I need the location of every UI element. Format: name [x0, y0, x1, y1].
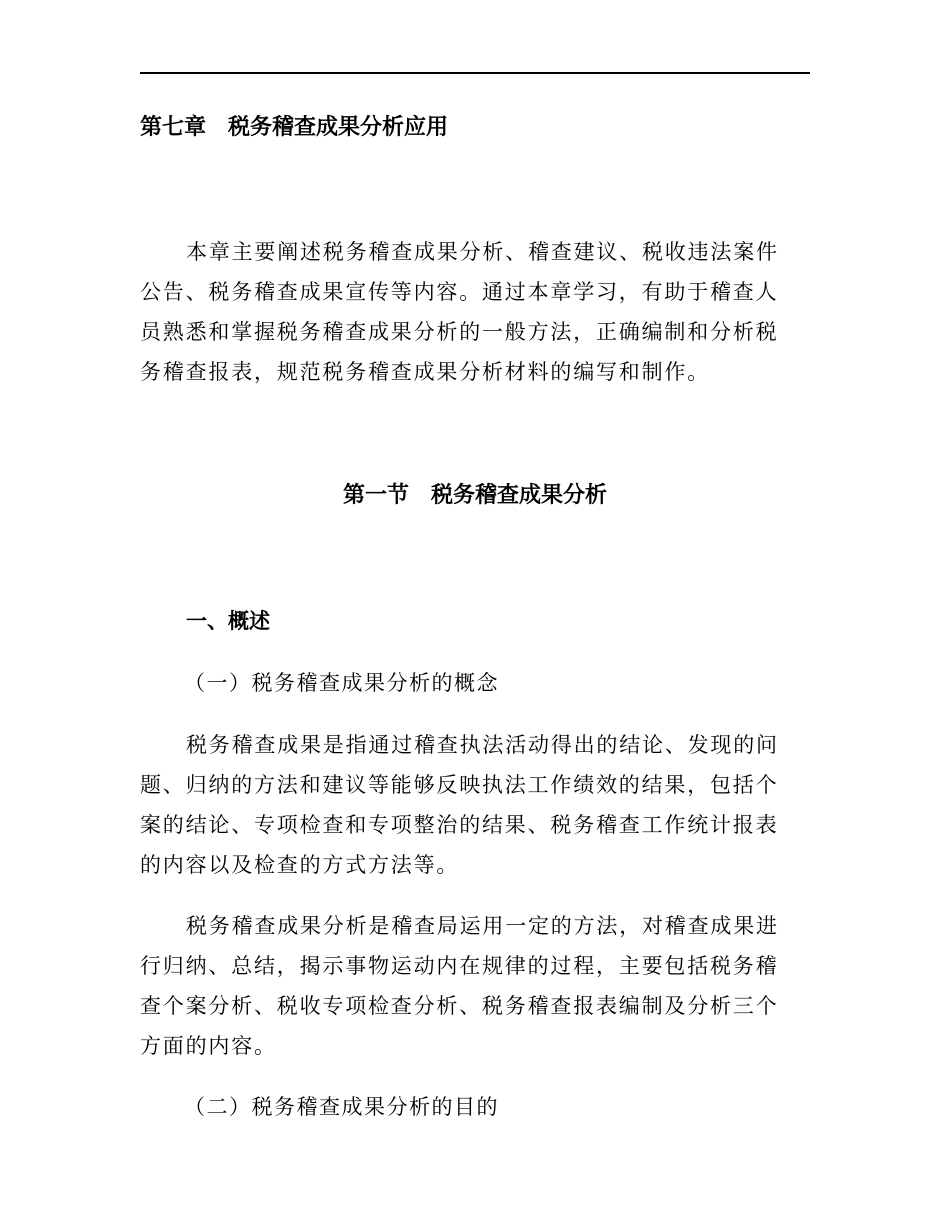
concept-paragraph-1: 税务稽查成果是指通过稽查执法活动得出的结论、发现的问题、归纳的方法和建议等能够反映执法工作绩效的结果，包括个案的结论、专项检查和专项整治的结果、税务稽查工作统计报表的内容以及检查的方式方法等。 — [140, 733, 779, 877]
concept-heading: （一）税务稽查成果分析的概念 — [184, 671, 499, 695]
chapter-title: 第七章 税务稽查成果分析应用 — [140, 115, 449, 140]
overview-heading: 一、概述 — [186, 609, 270, 633]
chapter-intro-paragraph: 本章主要阐述税务稽查成果分析、稽查建议、税收违法案件公告、税务稽查成果宣传等内容。通过本章学习，有助于稽查人员熟悉和掌握税务稽查成果分析的一般方法，正确编制和分析税务稽查报表，规范税务稽查成果分析材料的编写和制作。 — [140, 240, 779, 384]
section-title: 第一节 税务稽查成果分析 — [342, 483, 607, 508]
concept-paragraph-2: 税务稽查成果分析是稽查局运用一定的方法，对稽查成果进行归纳、总结，揭示事物运动内在规律的过程，主要包括税务稽查个案分析、税收专项检查分析、税务稽查报表编制及分析三个方面的内容。 — [140, 914, 779, 1058]
header-rule — [140, 72, 810, 74]
purpose-heading: （二）税务稽查成果分析的目的 — [184, 1095, 499, 1119]
